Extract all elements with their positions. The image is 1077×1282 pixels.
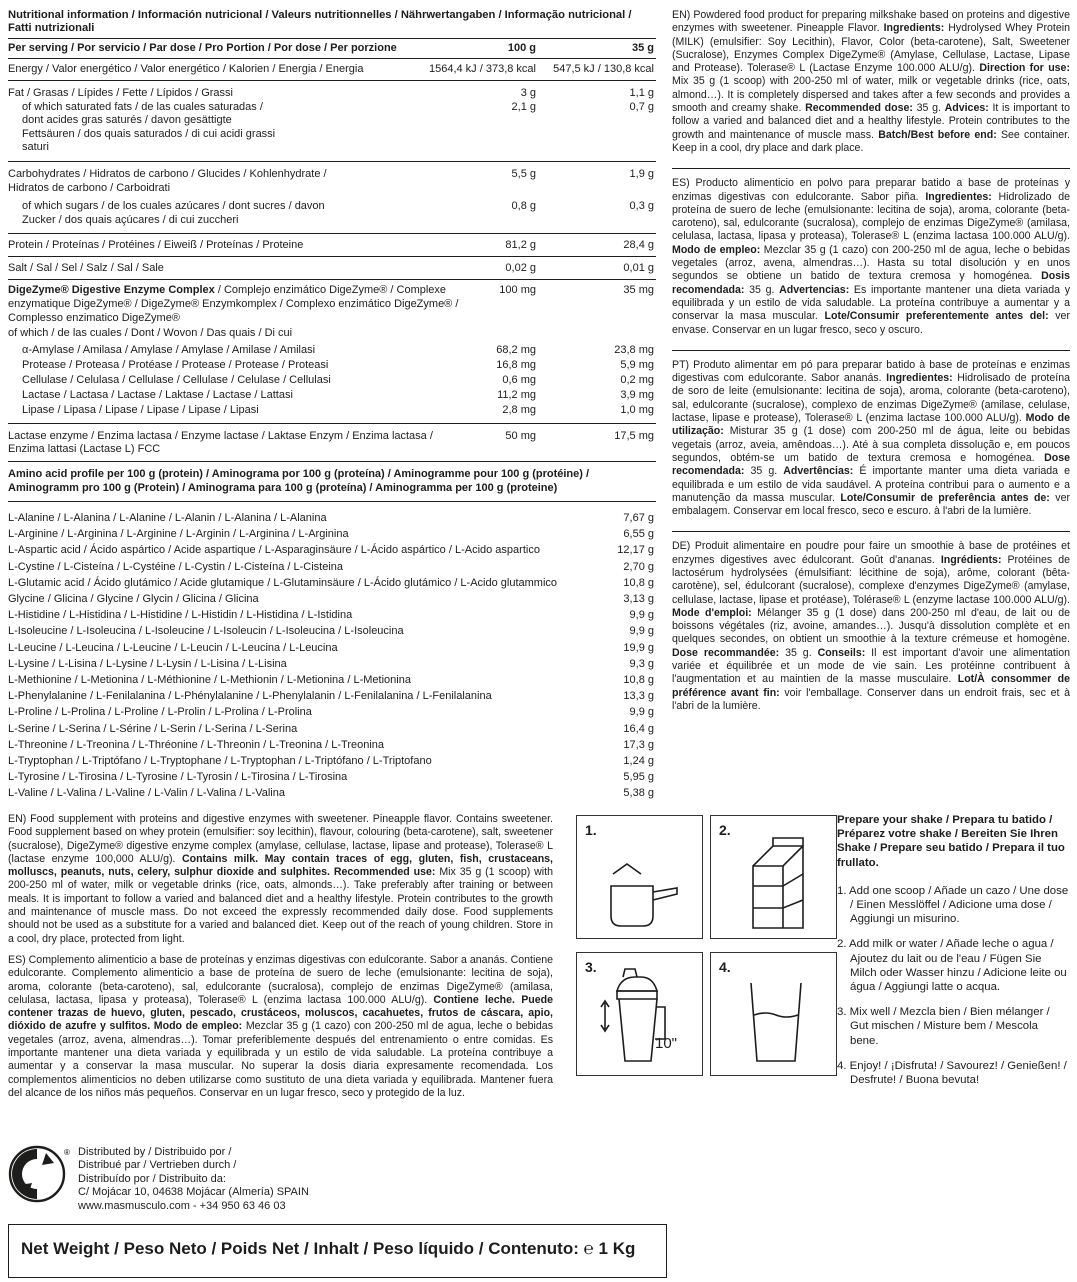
amino-row — [8, 607, 656, 623]
amino-value: 7,67 g — [623, 512, 654, 525]
steps-list — [837, 884, 1069, 1087]
amino-label: L-Arginine / L-Arginina / L-Arginine / L-Arginin / L-Arginina / L-Arginina — [8, 528, 349, 541]
row-value-35g: 23,8 mg — [614, 343, 654, 356]
row-value-100g: 100 mg — [499, 284, 536, 297]
step-3-box — [576, 952, 703, 1076]
distributor-address: Distributed by / Distribuido por / Distribué par / Vertrieben durch / Distribuído por / Distribuito da: C/ Mojácar 10, 04638 Mojácar (Almería) SPAIN www.masmusculo.com - +34 950 63 46 03 — [78, 1146, 309, 1212]
row-value-35g: 1,1 g — [629, 87, 654, 99]
amino-label: L-Aspartic acid / Ácido aspártico / Acide aspartique / L-Asparaginsäure / L-Ácido aspártico / L-Acido aspartico — [8, 544, 540, 557]
amino-label: L-Proline / L-Prolina / L-Proline / L-Prolin / L-Prolina / L-Prolina — [8, 706, 312, 719]
amino-label: L-Leucine / L-Leucina / L-Leucine / L-Leucin / L-Leucina / L-Leucina — [8, 641, 338, 654]
amino-value: 17,3 g — [623, 738, 654, 751]
amino-value: 5,38 g — [623, 787, 654, 800]
amino-value: 2,70 g — [623, 560, 654, 573]
amino-label: L-Tyrosine / L-Tirosina / L-Tyrosine / L-Tyrosin / L-Tirosina / L-Tirosina — [8, 771, 348, 784]
supplement-es: ES) Complemento alimenticio a base de proteínas y enzimas digestivas con edulcorante. Sabor a ananás. Contiene edulcorante. Complemento alimenticio a base de proteína de suero de leche (emulsionante: lecitina de soja), aroma, colorante (beta-caroteno), sal, edulcorante (sucralosa), complejo de enzimas DigeZyme® (amilasa, celulasa, lactasa, lipasa y proteasa), Tolerase® L (enzima lactasa 100.000 ALU/g). Contiene leche. Puede contener trazas de huevo, gluten, pescado, crustáceos, moluscos, cacahuetes, frutos de cáscara, apio, dióxido de azufre y sulfitos. Modo de empleo: Mezclar 35 g (1 cazo) con 200-250 ml de agua, leche o bebidas vegetales (arroz, avena, almendras…). Tomar preferiblemente después del entrenamiento o entre comidas. Es importante mantener una dieta variada y equilibrada y un estilo de vida saludable. La proteína contribuye a aumentar y a conservar la masa muscular. No superar la dosis diaria expresamente recomendada. Los complementos alimenticios no deben utilizarse como sustituto de una dieta variada y equilibrada. Mantener fuera del alcance de los niños más pequeños. Conservar en un lugar fresco, seco y protegido de la luz. — [8, 953, 553, 1099]
amino-row — [8, 591, 656, 607]
amino-label: L-Lysine / L-Lisina / L-Lysine / L-Lysin / L-Lisina / L-Lisina — [8, 657, 287, 670]
shaker-icon — [577, 953, 704, 1077]
row-label: Cellulase / Celulasa / Cellulase / Cellulase / Celulase / Cellulasi — [22, 373, 331, 386]
header-col-100g: 100 g — [507, 42, 536, 54]
step-number: 3. — [585, 959, 597, 975]
enzyme-row — [8, 359, 656, 374]
step-number: 2. — [719, 822, 731, 838]
row-label: of which saturated fats / de las cuales saturadas / dont acides gras saturés / davon gesättigte Fettsäuren / dos quais saturados / di cui acidi grassi saturi — [22, 100, 276, 154]
row-label: Protease / Proteasa / Protéase / Protease / Protease / Proteasi — [22, 358, 329, 371]
amino-value: 10,8 g — [623, 576, 654, 589]
row-value-100g: 2,1 g — [511, 100, 536, 113]
row-label: Energy / Valor energético / Valor energético / Kalorien / Energia / Energia — [8, 63, 364, 75]
enzyme-row — [8, 344, 656, 359]
amino-row — [8, 542, 656, 558]
amino-row — [8, 510, 656, 526]
table-row — [8, 234, 656, 257]
row-label: α-Amylase / Amilasa / Amylase / Amylase / Amilase / Amilasi — [22, 343, 316, 356]
supplement-description — [8, 813, 553, 1108]
nutrition-table — [8, 9, 656, 801]
amino-row — [8, 656, 656, 672]
row-value-35g: 1,0 mg — [620, 403, 654, 416]
amino-label: L-Serine / L-Serina / L-Sérine / L-Serin / L-Serina / L-Serina — [8, 722, 298, 735]
row-value-100g: 5,5 g — [511, 167, 536, 180]
amino-label: Glycine / Glicina / Glycine / Glycin / Glicina / Glicina — [8, 593, 259, 606]
list-item: 1. Add one scoop / Añade un cazo / Une dose / Einen Messlöffel / Adicione uma dose / Aggiungi un misurino. — [837, 884, 1069, 926]
supplement-en: EN) Food supplement with proteins and digestive enzymes with sweetener. Pineapple flavor. Contains sweetener. Food supplement based on whey protein (emulsifier: soy lecithin), flavour, colouring (beta-carotene), salt, sweetener (sucralose), DigeZyme® digestive enzyme complex (amylase, cellulase, lactase, lipase and protease), Tolerase® L (lactase enzyme 100,000 ALU/g). Contains milk. May contain traces of egg, gluten, fish, crustaceans, molluscs, peanuts, nuts, celery, sulphur dioxide and sulphites. Recommended use: Mix 35 g (1 scoop) with 200-250 ml of water, milk or vegetable drinks (rice, oats, almonds…). Take preferably after training or between meals. It is important to follow a varied and balanced diet and a healthy lifestyle. Protein contributes to the growth and maintenance of muscle mass. Do not exceed the expressly recommended daily dose. Food supplements should not be used as a substitute for a varied and balanced diet. Keep out of the reach of young children. Store in a cool, dry place, protected from light. — [8, 813, 553, 945]
row-value-35g: 0,2 mg — [620, 373, 654, 386]
amino-value: 9,9 g — [629, 609, 654, 622]
description-en: EN) Powdered food product for preparing milkshake based on proteins and digestive enzymes with sweetener. Pineapple Flavor. Ingredients: Hydrolysed Whey Protein (MILK) (emulsifier: Soy Lecithin), Flavor, Color (beta-carotene), Salt, Sweetener (Sucralose), Enzymes Complex DigeZyme® (Amylase, Cellulase, Lactase, Lipase and Protease). Tolerase® L (Lactase Enzyme 100.000 ALU/g). Direction for use: Mix 35 g (1 scoop) with 200-250 ml of water, milk or vegetable drinks (rice, oats, almond…). It is completely dispersed and takes after a few seconds and provides a smooth and creamy shake. Recommended dose: 35 g. Advices: It is important to follow a varied and balanced diet and a healthy lifestyle. Protein contributes to the growth and maintenance of muscle mass. Batch/Best before end: See container. Keep in a cool, dry place and dark place. — [672, 9, 1070, 154]
table-row — [8, 424, 656, 462]
green-dot-recycle-icon — [8, 1145, 68, 1205]
row-value-35g: 3,9 mg — [620, 388, 654, 401]
net-weight-box — [8, 1224, 667, 1278]
amino-row — [8, 526, 656, 542]
amino-row — [8, 559, 656, 575]
row-value-35g: 0,3 g — [629, 200, 654, 213]
step-2-box — [710, 815, 837, 939]
row-value-100g: 16,8 mg — [496, 358, 536, 371]
amino-label: L-Histidine / L-Histidina / L-Histidine / L-Histidin / L-Histidina / L-Istidina — [8, 609, 353, 622]
row-value-35g: 35 mg — [623, 284, 654, 297]
row-value-35g: 547,5 kJ / 130,8 kcal — [553, 63, 654, 75]
svg-text:®: ® — [64, 1148, 70, 1157]
digezyme-translations: / Complejo enzimático DigeZyme® / Complexe enzymatique DigeZyme® / DigeZyme® Enzymkomplex / Complexo enzimático DigeZyme® / Complesso enzimatico DigeZyme® — [8, 284, 459, 324]
amino-row — [8, 623, 656, 639]
carbs-group — [8, 162, 656, 234]
row-value-100g: 81,2 g — [505, 239, 536, 252]
header-label: Per serving / Por servicio / Par dose / Pro Portion / Por dose / Per porzione — [8, 42, 397, 54]
amino-label: L-Threonine / L-Treonina / L-Thréonine / L-Threonin / L-Treonina / L-Treonina — [8, 738, 385, 751]
description-pt: PT) Produto alimentar em pó para preparar batido à base de proteínas e enzimas digestivas com edulcorante. Sabor ananás. Ingredientes: Hidrolisado de proteína de soro de leite (emulsionante: lecitina de soja), aroma, colorante (beta-caroteno), sal, edulcorante (sucralose), complexo de enzimas DigeZyme® (amilase, celulase, lactase, lipase e protease), Tolerase® L (enzima lactase 100.000 ALU/g). Modo de utilização: Misturar 35 g (1 dose) com 200-250 ml de água, leite ou bebidas vegetais (arroz, aveia, amêndoas…). Até à sua completa dissolução e, em poucos segundos, obtém-se um batido de textura cremosa e homogénea. Dose recomendada: 35 g. Advertências: É importante manter uma dieta variada e equilibrada e um estilo de vida saudável. A proteína contribui para o aumento e a manutenção da massa muscular. Lote/Consumir de preferência antes de: ver embalagem. Conservar em local fresco, seco e escuro. à l'abri de la lumière. — [672, 358, 1071, 518]
row-label: of which sugars / de los cuales azúcares / dont sucres / davon Zucker / dos quais açúcares / di cui zuccheri — [22, 200, 325, 226]
product-description-column — [672, 9, 1070, 726]
amino-label: L-Methionine / L-Metionina / L-Méthionine / L-Methionin / L-Metionina / L-Metionina — [8, 673, 411, 686]
row-value-100g: 0,02 g — [505, 262, 536, 275]
preparation-instructions — [837, 813, 1069, 1087]
amino-value: 16,4 g — [623, 722, 654, 735]
divider — [672, 350, 1070, 351]
row-value-100g: 68,2 mg — [496, 343, 536, 356]
of-which-label: of which / de las cuales / Dont / Wovon / Das quais / Di cui — [8, 327, 293, 340]
enzyme-row — [8, 374, 656, 389]
row-value-35g: 28,4 g — [623, 239, 654, 252]
row-label: Lipase / Lipasa / Lipase / Lipase / Lipase / Lipasi — [22, 403, 259, 416]
amino-value: 9,9 g — [629, 625, 654, 638]
table-row — [8, 87, 656, 101]
table-row — [8, 59, 656, 81]
amino-row — [8, 785, 656, 801]
amino-value: 13,3 g — [623, 690, 654, 703]
row-value-100g: 50 mg — [505, 429, 536, 442]
step-number: 4. — [719, 959, 731, 975]
enzyme-row — [8, 404, 656, 419]
amino-label: L-Phenylalanine / L-Fenilalanina / L-Phénylalanine / L-Phenylalanin / L-Fenilalanina / L-Fenilalanina — [8, 690, 492, 703]
row-value-35g: 0,01 g — [623, 262, 654, 275]
glass-icon — [711, 953, 838, 1077]
row-value-100g: 1564,4 kJ / 373,8 kcal — [428, 63, 536, 75]
scoop-icon — [577, 816, 704, 940]
table-header-row — [8, 38, 656, 59]
row-label: Lactase / Lactasa / Lactase / Laktase / Lactase / Lattasi — [22, 388, 293, 401]
list-item: 2. Add milk or water / Añade leche o agua / Ajoutez du lait ou de l'eau / Fügen Sie Milch oder Wasser hinzu / Adicione leite ou água / Aggiungi latte o acqua. — [837, 938, 1067, 994]
amino-value: 9,9 g — [629, 706, 654, 719]
amino-label: L-Alanine / L-Alanina / L-Alanine / L-Alanin / L-Alanina / L-Alanina — [8, 512, 327, 525]
row-value-100g: 0,6 mg — [502, 373, 536, 386]
list-item: 3. Mix well / Mezcla bien / Bien mélanger / Gut mischen / Misture bem / Mescola bene. — [837, 1006, 1050, 1047]
table-row — [8, 200, 656, 227]
table-row — [8, 284, 656, 325]
amino-value: 9,3 g — [629, 657, 654, 670]
list-item: 4. Enjoy! / ¡Disfruta! / Savourez! / Genießen! / Desfrute! / Buona bevuta! — [837, 1059, 1067, 1087]
amino-row — [8, 575, 656, 591]
amino-row — [8, 688, 656, 704]
amino-label: L-Tryptophan / L-Triptófano / L-Tryptophane / L-Tryptophan / L-Triptófano / L-Triptofano — [8, 754, 432, 767]
amino-value: 12,17 g — [617, 544, 654, 557]
amino-value: 3,13 g — [623, 593, 654, 606]
amino-value: 1,24 g — [623, 754, 654, 767]
row-label: Lactase enzyme / Enzima lactasa / Enzyme lactase / Laktase Enzym / Enzima lactasa / Enzima lattasi (Lactase L) FCC — [8, 429, 433, 456]
step-4-box — [710, 952, 837, 1076]
table-row — [8, 101, 656, 155]
amino-label: L-Glutamic acid / Ácido glutámico / Acide glutamique / L-Glutaminsäure / L-Ácido glutámico / L-Acido glutammico — [8, 576, 558, 589]
amino-value: 5,95 g — [623, 771, 654, 784]
description-fr: DE) Produit alimentaire en poudre pour faire un smoothie à base de protéines et enzymes digestives avec édulcorant. Goût d'ananas. Ingrédients: Protéines de lactosérum hydrolysées (émulsifiant: lécithine de soja), arôme, colorant (bêta-carotène), sel, édulcorant (sucralose), complexe d'enzymes DigeZyme® (amylase, cellulase, lactase, lipase et protéase), Tolérase® L (enzyme lactase 100.000 ALU/g). Mode d'emploi: Mélanger 35 g (1 dose) dans 200-250 ml d'eau, de lait ou de boissons végétales (riz, avoine, amandes…). Jusqu'à dissolution complète et en quelques secondes, on obtient un smoothie à la texture crémeuse et homogène. Dose recommandée: 35 g. Conseils: Il est important d'avoir une alimentation variée et équilibrée et un mode de vie sain. Les protéinne contribuent à l'augmentation et au maintien de la masse musculaire. Lot/À consommer de préférence avant fin: voir l'emballage. Conserver dans un endroit frais, sec et à l'abri de la lumière. — [672, 540, 1071, 712]
amino-value: 6,55 g — [623, 528, 654, 541]
amino-row — [8, 704, 656, 720]
row-label: Fat / Grasas / Lípides / Fette / Lípidos / Grassi — [8, 87, 233, 99]
amino-row — [8, 672, 656, 688]
amino-label: L-Cystine / L-Cisteína / L-Cystéine / L-Cystin / L-Cisteína / L-Cisteina — [8, 560, 344, 573]
row-value-35g: 0,7 g — [629, 100, 654, 113]
row-value-100g: 3 g — [520, 87, 536, 99]
nutrition-title: Nutritional information / Información nutricional / Valeurs nutritionnelles / Nährwertangaben / Informação nutricional / Fatti nutrizionali — [8, 9, 632, 34]
milk-carton-icon — [711, 816, 838, 940]
table-row — [8, 257, 656, 280]
amino-row — [8, 753, 656, 769]
amino-value: 19,9 g — [623, 641, 654, 654]
shake-duration: 10" — [655, 1035, 678, 1052]
amino-row — [8, 769, 656, 785]
amino-list — [8, 502, 656, 801]
row-value-35g: 1,9 g — [629, 167, 654, 180]
amino-row — [8, 640, 656, 656]
fat-group — [8, 81, 656, 162]
divider — [672, 531, 1070, 532]
row-value-100g: 0,8 g — [511, 200, 536, 213]
net-weight: Net Weight / Peso Neto / Poids Net / Inhalt / Peso líquido / Contenuto: ℮ 1 Kg — [21, 1239, 636, 1258]
row-label: Protein / Proteínas / Protéines / Eiweiß / Proteínas / Proteine — [8, 239, 304, 252]
row-value-35g: 17,5 mg — [614, 429, 654, 442]
row-value-100g: 11,2 mg — [497, 388, 536, 401]
description-es: ES) Producto alimenticio en polvo para preparar batido a base de proteínas y enzimas digestivas con edulcorante. Sabor piña. Ingredientes: Hidrolizado de proteína de suero de leche (emulsionante: lecitina de soja), aroma, colorante (beta-caroteno), sal, edulcorante (sucralosa), complejo de enzimas DigeZyme® (amilasa, celulasa, lactasa, lipasa y proteasa), Tolerase® L (enzima lactasa 100.000 ALU/g). Modo de empleo: Mezclar 35 g (1 cazo) con 200-250 ml de agua, leche o bebidas vegetales (arroz, avena, almendras…). Hasta su total disolución y en unos segundos se obtiene un batido de textura cremosa y homogénea. Dosis recomendada: 35 g. Advertencias: Es importante mantener una dieta variada y equilibrada y un estilo de vida saludable. La proteína contribuye a aumentar y a conservar la masa muscular. Lote/Consumir preferentemente antes del: ver envase. Conservar en un lugar fresco, seco y oscuro. — [672, 177, 1071, 336]
amino-title: Amino acid profile per 100 g (protein) / Aminograma por 100 g (proteína) / Aminogramme pour 100 g (protéine) / Aminogramm pro 100 g (Protein) / Aminograma para 100 g (proteína) / Aminogramma per 100 g (proteine) — [8, 462, 656, 502]
steps-heading: Prepare your shake / Prepara tu batido / Préparez votre shake / Bereiten Sie Ihren Shake / Prepare seu batido / Prepara il tuo frullato. — [837, 814, 1065, 869]
divider — [672, 168, 1070, 169]
table-row — [8, 168, 656, 195]
enzyme-list — [8, 344, 656, 419]
amino-label: L-Valine / L-Valina / L-Valine / L-Valin / L-Valina / L-Valina — [8, 787, 285, 800]
amino-row — [8, 721, 656, 737]
amino-row — [8, 737, 656, 753]
row-value-35g: 5,9 mg — [620, 358, 654, 371]
header-col-35g: 35 g — [631, 42, 654, 54]
step-1-box — [576, 815, 703, 939]
digezyme-name: DigeZyme® Digestive Enzyme Complex — [8, 284, 215, 297]
amino-label: L-Isoleucine / L-Isoleucina / L-Isoleucine / L-Isoleucin / L-Isoleucina / L-Isoleucina — [8, 625, 404, 638]
step-number: 1. — [585, 822, 597, 838]
row-label: Carbohydrates / Hidratos de carbono / Glucides / Kohlenhydrate / Hidratos de carbono / Carboidrati — [8, 167, 327, 194]
enzyme-row — [8, 389, 656, 404]
row-label: Salt / Sal / Sel / Salz / Sal / Sale — [8, 262, 164, 275]
amino-value: 10,8 g — [623, 673, 654, 686]
row-value-100g: 2,8 mg — [502, 403, 536, 416]
digezyme-group — [8, 280, 656, 423]
